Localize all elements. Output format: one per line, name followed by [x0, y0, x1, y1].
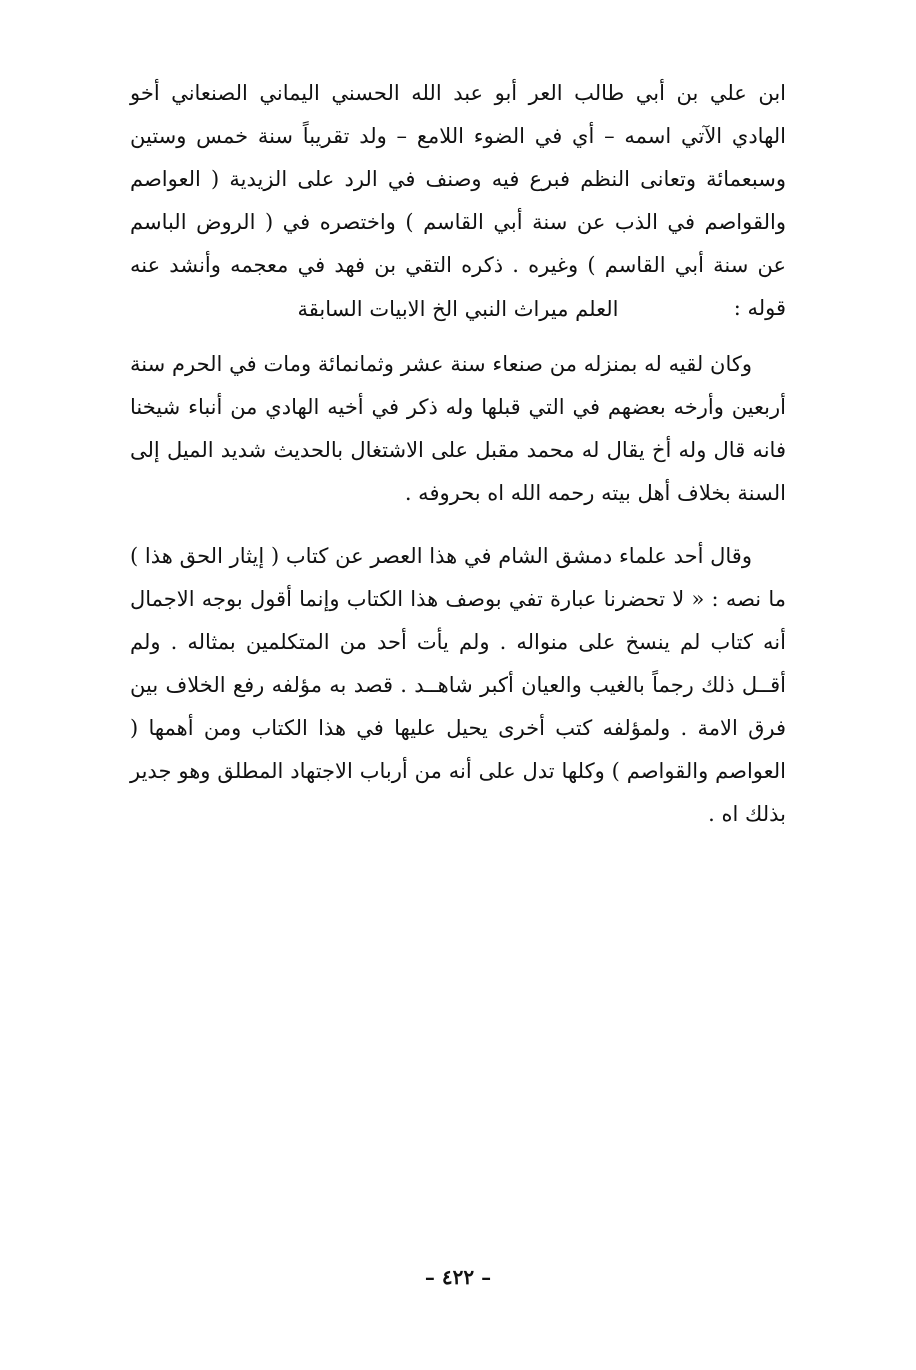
page-number: – ٤٢٢ –	[424, 1265, 492, 1289]
verse-quote: العلم ميراث النبي الخ الابيات السابقة	[297, 297, 619, 321]
paragraph-death: وكان لقيه له بمنزله من صنعاء سنة عشر وثمانمائة ومات في الحرم سنة أربعين وأرخه بعضهم في التي قبلها وله ذكر في أخيه الهادي من أنباء شيخنا فانه قال وله أخ يقال له محمد مقبل على الاشتغال بالحديث شديد الميل إلى السنة بخلاف أهل بيته رحمه الله اه بحروفه .	[130, 352, 786, 505]
paragraph-book-review: وقال أحد علماء دمشق الشام في هذا العصر عن كتاب ( إيثار الحق هذا ) ما نصه : « لا تحضرنا عبارة تفي بوصف هذا الكتاب وإنما أقول بوجه الاجمال أنه كتاب لم ينسخ على منواله . ولم يأت أحد من المتكلمين بمثاله . ولم أقــل ذلك رجماً بالغيب والعيان أكبر شاهــد . قصد به مؤلفه رفع الخلاف بين فرق الامة . ولمؤلفه كتب أخرى يحيل عليها في هذا الكتاب ومن أهمها ( العواصم والقواصم ) وكلها تدل على أنه من أرباب الاجتهاد المطلق وهو جدير بذلك اه .	[130, 544, 786, 826]
paragraph-biography: ابن علي بن أبي طالب العر أبو عبد الله الحسني اليماني الصنعاني أخو الهادي الآتي اسمه – أي في الضوء اللامع – ولد تقريباً سنة خمس وستين وسبعمائة وتعانى النظم فبرع فيه وصنف في الرد على الزيدية ( العواصم والقواصم في الذب عن سنة أبي القاسم ) واختصره في ( الروض الباسم عن سنة أبي القاسم ) وغيره . ذكره التقي بن فهد في معجمه وأنشد عنه قوله :	[130, 81, 786, 320]
